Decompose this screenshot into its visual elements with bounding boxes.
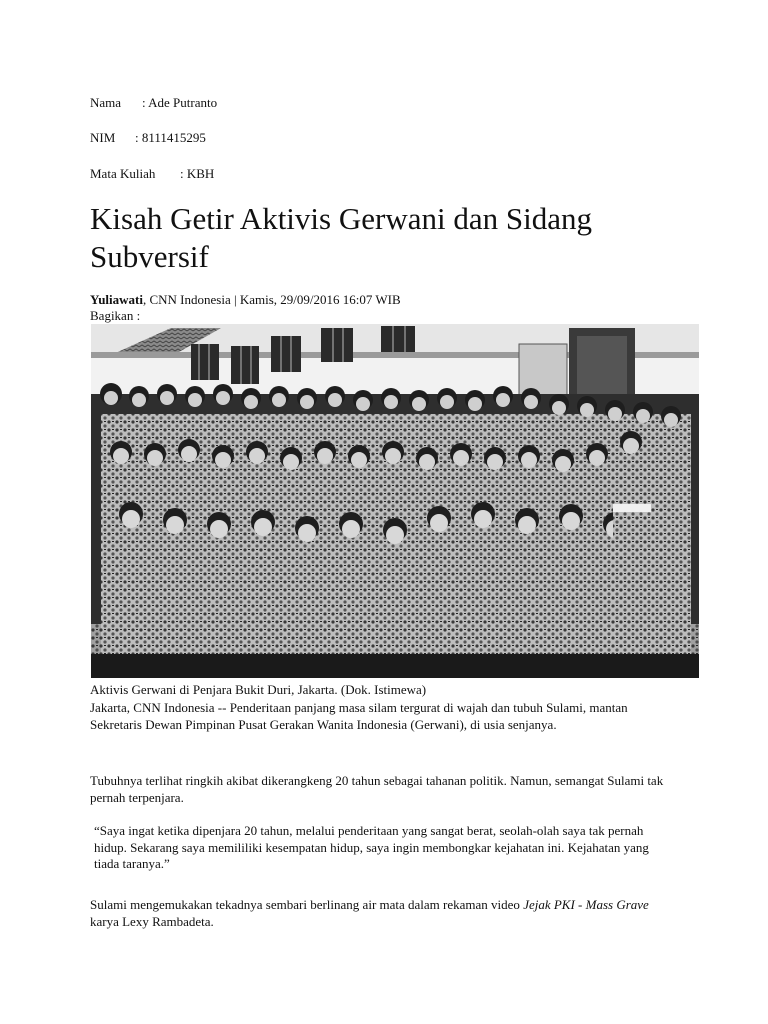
paragraph-1: Jakarta, CNN Indonesia -- Penderitaan panjang masa silam tergurat di wajah dan tubuh Sulami, mantan Sekretaris Dewan Pimpinan Pusat Gerakan Wanita Indonesia (Gerwani), di usia senjanya.: [90, 700, 628, 732]
course-value: : KBH: [180, 166, 215, 181]
course-label: Mata Kuliah: [90, 166, 156, 181]
video-title: Jejak PKI - Mass Grave: [523, 897, 649, 912]
student-id-line: [90, 130, 206, 146]
name-value: : Ade Putranto: [142, 95, 218, 110]
byline-details: , CNN Indonesia | Kamis, 29/09/2016 16:07 WIB: [142, 292, 401, 307]
photo-caption: Aktivis Gerwani di Penjara Bukit Duri, Jakarta. (Dok. Istimewa): [90, 682, 427, 697]
student-name-line: [90, 95, 217, 111]
article-photo: [91, 324, 699, 678]
article-title: Kisah Getir Aktivis Gerwani dan Sidang Subversif: [90, 201, 592, 274]
name-label: Nama: [90, 95, 122, 110]
paragraph-4-start: Sulami mengemukakan tekadnya sembari berlinang air mata dalam rekaman video: [90, 897, 524, 912]
id-value: : 8111415295: [135, 130, 206, 145]
paragraph-4: [90, 897, 670, 930]
author-name: Yuliawati: [90, 292, 143, 307]
course-line: [90, 166, 214, 182]
paragraph-2: Tubuhnya terlihat ringkih akibat dikerangkeng 20 tahun sebagai tahanan politik. Namun, semangat Sulami tak pernah terpenjara.: [90, 773, 664, 805]
share-label: Bagikan :: [90, 308, 141, 323]
id-label: NIM: [90, 130, 116, 145]
article-byline: [90, 291, 401, 308]
paragraph-4-end: karya Lexy Rambadeta.: [90, 913, 214, 929]
paragraph-3-quote: “Saya ingat ketika dipenjara 20 tahun, melalui penderitaan yang sangat berat, seolah-olah saya tak pernah hidup. Sekarang saya memililiki kesempatan hidup, saya ingin membongkar kejahatan ini. Kejahatan yang tiada taranya.”: [94, 823, 649, 871]
